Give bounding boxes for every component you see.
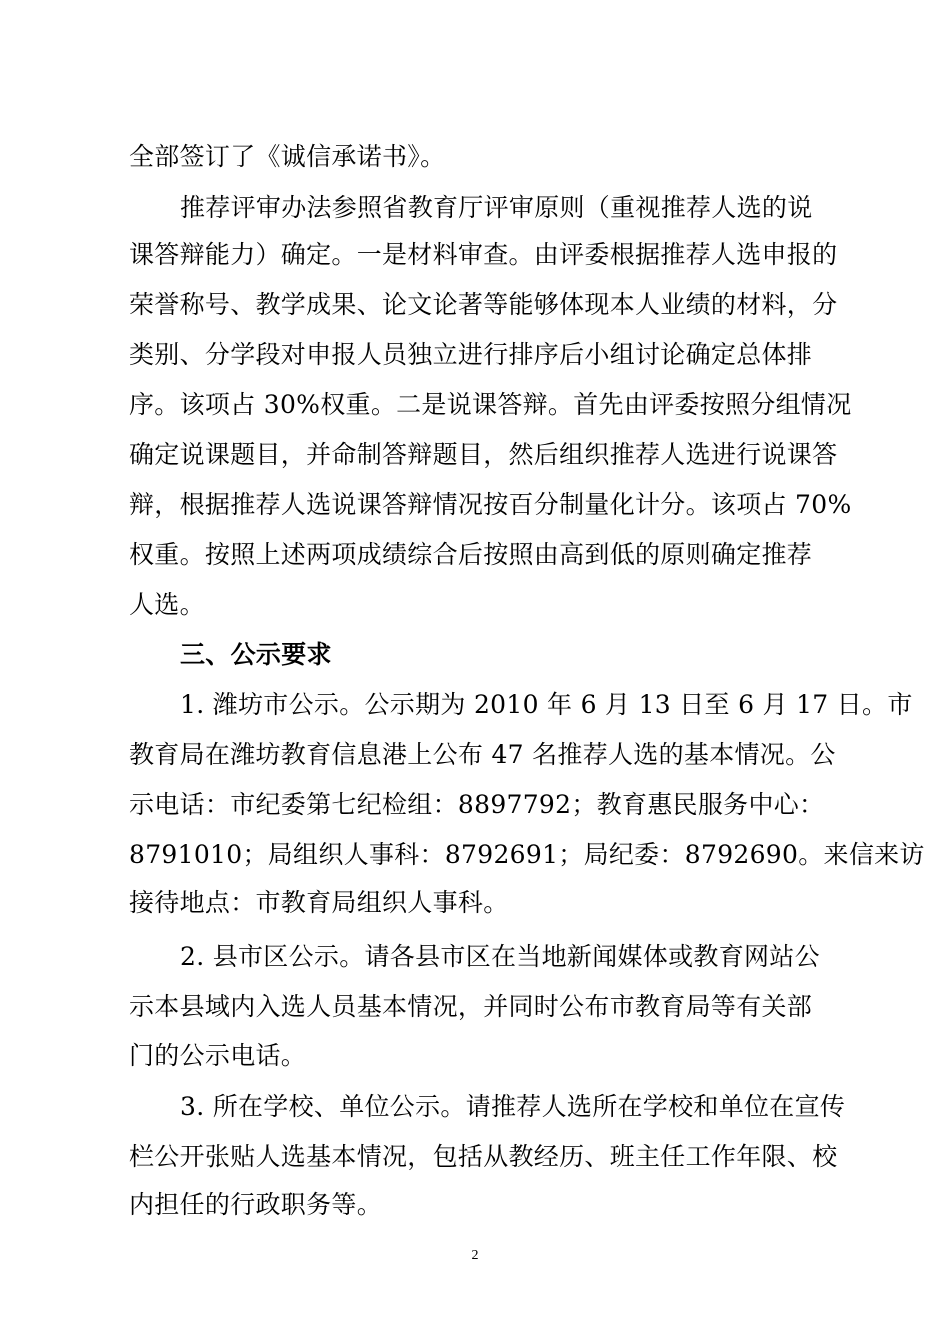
paragraph-line: 内担任的行政职务等。 [129,1190,383,1219]
paragraph-line: 栏公开张贴人选基本情况，包括从教经历、班主任工作年限、校 [129,1142,838,1171]
paragraph-line: 课答辩能力）确定。一是材料审查。由评委根据推荐人选申报的 [129,240,838,269]
page-number: 2 [471,1248,479,1263]
paragraph-line: 类别、分学段对申报人员独立进行排序后小组讨论确定总体排 [129,340,813,369]
paragraph-line: 推荐评审办法参照省教育厅评审原则（重视推荐人选的说 [180,193,813,222]
paragraph-line: 权重。按照上述两项成绩综合后按照由高到低的原则确定推荐 [129,540,813,569]
paragraph-line: 序。该项占 30%权重。二是说课答辩。首先由评委按照分组情况 [129,390,852,419]
paragraph-line: 8791010；局组织人事科：8792691；局纪委：8792690。来信来访 [129,840,925,869]
paragraph-line: 荣誉称号、教学成果、论文论著等能够体现本人业绩的材料，分 [129,290,838,319]
paragraph-line: 2. 县市区公示。请各县市区在当地新闻媒体或教育网站公 [180,942,820,971]
paragraph-line: 1. 潍坊市公示。公示期为 2010 年 6 月 13 日至 6 月 17 日。市 [180,690,913,719]
paragraph-line: 示电话：市纪委第七纪检组：8897792；教育惠民服务中心： [129,790,825,819]
paragraph-line: 3. 所在学校、单位公示。请推荐人选所在学校和单位在宣传 [180,1092,846,1121]
paragraph-line: 接待地点：市教育局组织人事科。 [129,888,509,917]
paragraph-line: 全部签订了《诚信承诺书》。 [129,142,446,171]
paragraph-line: 教育局在潍坊教育信息港上公布 47 名推荐人选的基本情况。公 [129,740,836,769]
paragraph-line: 辩，根据推荐人选说课答辩情况按百分制量化计分。该项占 70% [129,490,852,519]
paragraph-line: 确定说课题目，并命制答辩题目，然后组织推荐人选进行说课答 [129,440,838,469]
section-heading: 三、公示要求 [180,640,332,669]
paragraph-line: 示本县域内入选人员基本情况，并同时公布市教育局等有关部 [129,992,813,1021]
paragraph-line: 门的公示电话。 [129,1041,307,1070]
paragraph-line: 人选。 [129,590,205,619]
